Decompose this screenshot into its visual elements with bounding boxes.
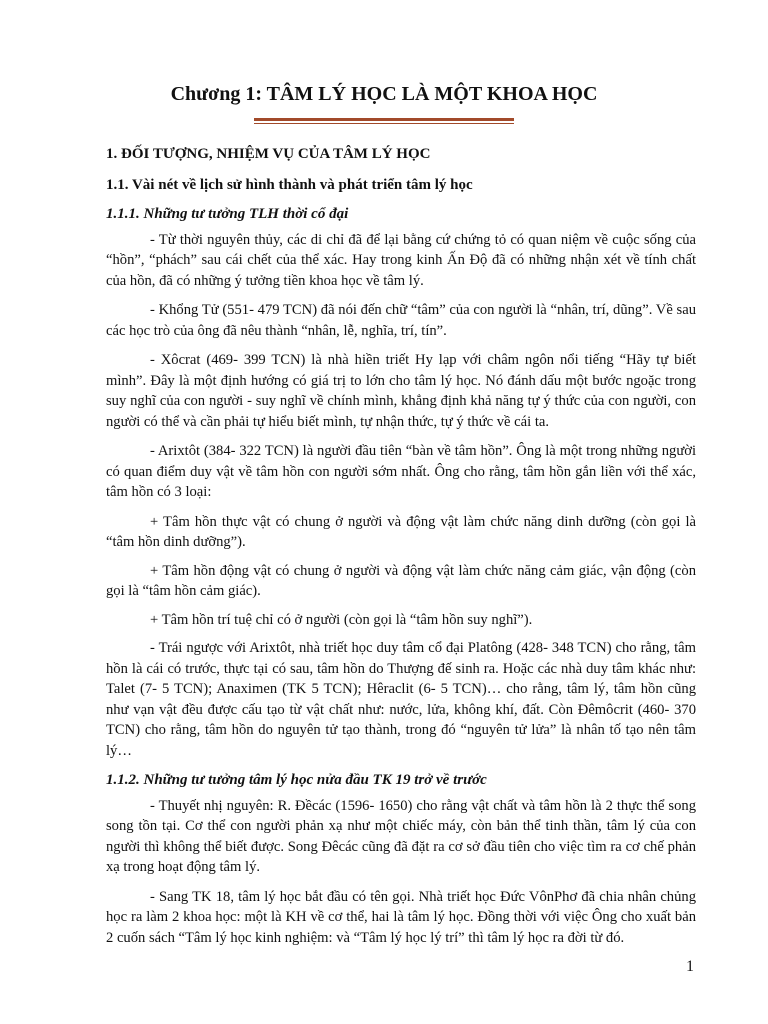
paragraph: - Arixtôt (384- 322 TCN) là người đầu tiên “bàn về tâm hồn”. Ông là một trong những người có quan điểm duy vật về tâm hồn con người sớm nhất. Ông cho rằng, tâm hồn gắn liền với thể xác, tâm hồn có 3 loại: — [106, 443, 696, 500]
list-item-paragraph: + Tâm hồn trí tuệ chỉ có ở người (còn gọi là “tâm hồn suy nghĩ”). — [150, 611, 533, 628]
paragraph: - Trái ngược với Arixtôt, nhà triết học duy tâm cổ đại Platông (428- 348 TCN) cho rằng, tâm hồn là cái có trước, thực tại có sau, tâm hồn do Thượng đế sinh ra. Hoặc các nhà duy tâm khác như: Talet (7- 5 TCN); Anaximen (TK 5 TCN); Hêraclit (6- 5 TCN)… cho rằng, tâm lý, tâm hồn cũng như vạn vật đều được cấu tạo từ vật chất như: nước, lửa, không khí, đất. Còn Đêmôcrit (460- 370 TCN) cho rằng, tâm hồn do nguyên tử tạo thành, trong đó “nguyên tử lửa” là nhân tố tạo nên tâm lý… — [106, 640, 696, 759]
page-number: 1 — [686, 958, 694, 975]
list-item-paragraph: + Tâm hồn động vật có chung ở người và động vật làm chức năng cảm giác, vận động (còn gọi là “tâm hồn cảm giác). — [106, 562, 696, 599]
chapter-title: Chương 1: TÂM LÝ HỌC LÀ MỘT KHOA HỌC — [170, 83, 598, 105]
section-heading-1-1-1: 1.1.1. Những tư tưởng TLH thời cổ đại — [106, 206, 349, 222]
paragraph: - Khổng Tử (551- 479 TCN) đã nói đến chữ “tâm” của con người là “nhân, trí, dũng”. Về sau các học trò của ông đã nêu thành “nhân, lễ, nghĩa, trí, tín”. — [106, 302, 696, 339]
paragraph: - Thuyết nhị nguyên: R. Đềcác (1596- 1650) cho rằng vật chất và tâm hồn là 2 thực thể song song tồn tại. Cơ thể con người phản xạ như một chiếc máy, còn bản thể tinh thần, tâm lý của con người thì không thể biết được. Song Đêcác cũng đã đặt ra cơ sở đầu tiên cho việc tìm ra cơ chế phản xạ trong hoạt động tâm lý. — [106, 797, 696, 875]
section-heading-1: 1. ĐỐI TƯỢNG, NHIỆM VỤ CỦA TÂM LÝ HỌC — [106, 146, 431, 162]
title-underline-thick — [254, 118, 514, 121]
paragraph: - Từ thời nguyên thủy, các di chỉ đã để lại bằng cứ chứng tỏ có quan niệm về cuộc sống của “hồn”, “phách” sau cái chết của thể xác. Hay trong kinh Ấn Độ đã có những nhận xét về tính chất của hồn, đã có những ý tưởng tiền khoa học về tâm lý. — [106, 231, 696, 289]
section-heading-1-1-2: 1.1.2. Những tư tưởng tâm lý học nửa đầu TK 19 trở về trước — [106, 772, 487, 788]
paragraph: - Xôcrat (469- 399 TCN) là nhà hiền triết Hy lạp với châm ngôn nổi tiếng “Hãy tự biết mình”. Đây là một định hướng có giá trị to lớn cho tâm lý học. Nó đánh dấu một bước ngoặc trong suy nghĩ của con người - suy nghĩ về chính mình, khẳng định khả năng tự ý thức của con người, con người có thể và cần phải tự hiểu biết mình, tự nhận thức, tự ý thức về cái ta. — [106, 352, 696, 430]
list-item-paragraph: + Tâm hồn thực vật có chung ở người và động vật làm chức năng dinh dưỡng (còn gọi là “tâm hồn dinh dưỡng”). — [106, 513, 696, 550]
section-heading-1-1: 1.1. Vài nét về lịch sử hình thành và phát triển tâm lý học — [106, 176, 473, 193]
paragraph: - Sang TK 18, tâm lý học bắt đầu có tên gọi. Nhà triết học Đức VônPhơ đã chia nhân chủng học ra làm 2 khoa học: một là KH về cơ thể, hai là tâm lý học. Đồng thời với việc Ông cho xuất bản 2 cuốn sách “Tâm lý học kinh nghiệm: và “Tâm lý học lý trí” thì tâm lý học ra đời từ đó. — [106, 888, 696, 946]
title-underline-thin — [254, 123, 514, 124]
document-body — [106, 144, 696, 957]
